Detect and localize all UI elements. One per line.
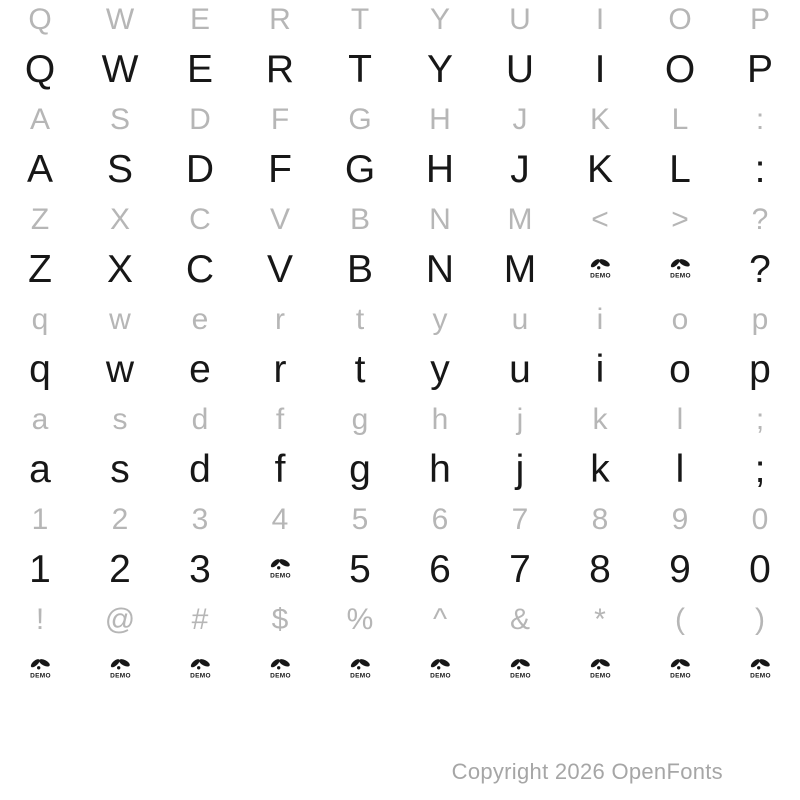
glyph-cell: C xyxy=(185,248,215,291)
glyph-cell: o xyxy=(671,303,689,336)
svg-text:DEMO: DEMO xyxy=(749,672,771,680)
glyph-cell: k xyxy=(590,448,610,491)
glyph-cell: k xyxy=(592,403,608,436)
glyph-cell: ( xyxy=(675,603,685,636)
glyph-cell: 0 xyxy=(751,503,769,536)
glyph-row-4 xyxy=(0,145,800,195)
svg-text:DEMO: DEMO xyxy=(669,272,691,280)
glyph-cell: g xyxy=(349,448,371,491)
glyph-cell: ; xyxy=(755,403,765,436)
glyph-cell: ) xyxy=(755,603,765,636)
glyph-cell: A xyxy=(29,103,50,136)
demo-fleuron-icon xyxy=(267,556,294,580)
glyph-cell: s xyxy=(110,448,130,491)
demo-marker xyxy=(27,656,54,680)
glyph-cell: Q xyxy=(28,3,52,36)
glyph-cell: L xyxy=(671,103,689,136)
demo-glyph-cell xyxy=(160,645,240,695)
demo-fleuron-icon xyxy=(747,656,774,680)
glyph-cell: B xyxy=(346,248,373,291)
demo-marker xyxy=(427,656,454,680)
glyph-cell: E xyxy=(189,3,210,36)
glyph-cell: C xyxy=(189,203,211,236)
glyph-cell: P xyxy=(749,3,770,36)
glyph-cell: l xyxy=(675,448,685,491)
glyph-cell: 1 xyxy=(31,503,49,536)
glyph-cell: ? xyxy=(751,203,769,236)
glyph-cell: u xyxy=(511,303,529,336)
demo-glyph-cell xyxy=(560,645,640,695)
glyph-row-2 xyxy=(0,45,800,95)
glyph-cell: N xyxy=(425,248,455,291)
glyph-cell: u xyxy=(509,348,531,391)
glyph-cell: G xyxy=(344,148,376,191)
glyph-row-8 xyxy=(0,345,800,395)
demo-fleuron-icon xyxy=(107,656,134,680)
glyph-cell: r xyxy=(273,348,287,391)
glyph-cell: q xyxy=(31,303,49,336)
glyph-cell: g xyxy=(351,403,369,436)
glyph-cell: 5 xyxy=(351,503,369,536)
glyph-cell: : xyxy=(754,148,766,191)
glyph-cell: 7 xyxy=(511,503,529,536)
glyph-cell: G xyxy=(348,103,372,136)
demo-glyph-cell xyxy=(560,245,640,295)
demo-glyph-cell xyxy=(320,645,400,695)
copyright-text: Copyright 2026 OpenFonts xyxy=(451,759,723,784)
glyph-cell: : xyxy=(755,103,765,136)
glyph-cell: I xyxy=(595,3,605,36)
glyph-cell: i xyxy=(596,303,604,336)
glyph-cell: < xyxy=(591,203,609,236)
glyph-cell: 2 xyxy=(111,503,129,536)
glyph-cell: y xyxy=(432,303,448,336)
glyph-cell: X xyxy=(106,248,133,291)
glyph-cell: # xyxy=(191,603,209,636)
glyph-cell: o xyxy=(669,348,691,391)
glyph-cell: R xyxy=(269,3,291,36)
demo-glyph-cell xyxy=(720,645,800,695)
glyph-cell: & xyxy=(509,603,530,636)
demo-marker xyxy=(267,656,294,680)
svg-text:DEMO: DEMO xyxy=(509,672,531,680)
glyph-cell: 7 xyxy=(509,548,531,591)
glyph-cell: O xyxy=(664,48,696,91)
glyph-cell: F xyxy=(270,103,290,136)
glyph-cell: 8 xyxy=(589,548,611,591)
glyph-cell: ^ xyxy=(432,603,448,636)
glyph-cell: 6 xyxy=(431,503,449,536)
glyph-cell: e xyxy=(191,303,209,336)
demo-marker xyxy=(347,656,374,680)
glyph-cell: 5 xyxy=(349,548,371,591)
glyph-cell: 9 xyxy=(669,548,691,591)
glyph-cell: E xyxy=(186,48,213,91)
glyph-cell: 3 xyxy=(189,548,211,591)
demo-marker xyxy=(587,256,614,280)
glyph-cell: l xyxy=(676,403,684,436)
glyph-cell: W xyxy=(105,3,135,36)
glyph-cell: 6 xyxy=(429,548,451,591)
svg-text:DEMO: DEMO xyxy=(269,672,291,680)
demo-marker xyxy=(587,656,614,680)
glyph-cell: Y xyxy=(426,48,453,91)
svg-text:DEMO: DEMO xyxy=(429,672,451,680)
svg-text:DEMO: DEMO xyxy=(349,672,371,680)
glyph-cell: 4 xyxy=(271,503,289,536)
glyph-cell: w xyxy=(109,303,131,336)
glyph-cell: f xyxy=(274,448,286,491)
glyph-cell: h xyxy=(429,448,451,491)
demo-glyph-cell xyxy=(640,245,720,295)
demo-glyph-cell xyxy=(400,645,480,695)
glyph-cell: Z xyxy=(28,248,52,291)
svg-text:DEMO: DEMO xyxy=(269,572,291,580)
glyph-cell: J xyxy=(512,103,528,136)
glyph-cell: @ xyxy=(104,603,136,636)
demo-fleuron-icon xyxy=(587,656,614,680)
glyph-cell: J xyxy=(510,148,530,191)
glyph-row-13 xyxy=(0,595,800,645)
demo-fleuron-icon xyxy=(267,656,294,680)
demo-fleuron-icon xyxy=(347,656,374,680)
glyph-cell: U xyxy=(509,3,531,36)
demo-marker xyxy=(187,656,214,680)
glyph-cell: 9 xyxy=(671,503,689,536)
glyph-cell: p xyxy=(749,348,771,391)
demo-glyph-cell xyxy=(0,645,80,695)
demo-glyph-cell xyxy=(640,645,720,695)
glyph-cell: F xyxy=(268,148,292,191)
glyph-cell: Z xyxy=(30,203,50,236)
glyph-cell: H xyxy=(425,148,455,191)
glyph-cell: 8 xyxy=(591,503,609,536)
glyph-cell: e xyxy=(189,348,211,391)
glyph-row-11 xyxy=(0,495,800,545)
demo-fleuron-icon xyxy=(507,656,534,680)
glyph-cell: P xyxy=(746,48,773,91)
glyph-cell: a xyxy=(29,448,51,491)
glyph-cell: D xyxy=(189,103,211,136)
svg-text:DEMO: DEMO xyxy=(189,672,211,680)
glyph-cell: 1 xyxy=(29,548,51,591)
demo-marker xyxy=(107,656,134,680)
glyph-row-10 xyxy=(0,445,800,495)
glyph-cell: ; xyxy=(754,448,766,491)
glyph-cell: t xyxy=(354,348,366,391)
glyph-cell: I xyxy=(594,48,606,91)
glyph-cell: 2 xyxy=(109,548,131,591)
glyph-cell: h xyxy=(431,403,449,436)
demo-glyph-cell xyxy=(80,645,160,695)
demo-glyph-cell xyxy=(480,645,560,695)
glyph-cell: d xyxy=(189,448,211,491)
glyph-row-3 xyxy=(0,95,800,145)
demo-fleuron-icon xyxy=(667,656,694,680)
svg-text:DEMO: DEMO xyxy=(109,672,131,680)
glyph-cell: V xyxy=(269,203,290,236)
glyph-cell: % xyxy=(346,603,374,636)
glyph-cell: p xyxy=(751,303,769,336)
demo-glyph-cell xyxy=(240,545,320,595)
glyph-row-6 xyxy=(0,245,800,295)
demo-fleuron-icon xyxy=(427,656,454,680)
glyph-cell: T xyxy=(350,3,370,36)
glyph-cell: > xyxy=(671,203,689,236)
glyph-cell: d xyxy=(191,403,209,436)
glyph-row-1 xyxy=(0,0,800,45)
glyph-cell: B xyxy=(349,203,370,236)
demo-fleuron-icon xyxy=(27,656,54,680)
glyph-cell: A xyxy=(26,148,53,191)
glyph-cell: Q xyxy=(24,48,56,91)
glyph-cell: 0 xyxy=(749,548,771,591)
glyph-row-14 xyxy=(0,645,800,695)
glyph-cell: D xyxy=(185,148,215,191)
glyph-row-7 xyxy=(0,295,800,345)
glyph-cell: f xyxy=(275,403,285,436)
glyph-cell: W xyxy=(101,48,139,91)
svg-text:DEMO: DEMO xyxy=(589,272,611,280)
glyph-cell: t xyxy=(355,303,365,336)
glyph-cell: r xyxy=(275,303,285,336)
glyph-cell: S xyxy=(106,148,133,191)
demo-fleuron-icon xyxy=(587,256,614,280)
glyph-cell: H xyxy=(429,103,451,136)
glyph-cell: O xyxy=(668,3,692,36)
glyph-cell: a xyxy=(31,403,49,436)
svg-text:DEMO: DEMO xyxy=(669,672,691,680)
glyph-cell: * xyxy=(594,603,606,636)
svg-text:DEMO: DEMO xyxy=(29,672,51,680)
glyph-cell: V xyxy=(266,248,293,291)
glyph-cell: y xyxy=(430,348,450,391)
glyph-cell: X xyxy=(109,203,130,236)
glyph-cell: j xyxy=(516,403,524,436)
demo-marker xyxy=(747,656,774,680)
glyph-cell: U xyxy=(505,48,535,91)
glyph-cell: w xyxy=(105,348,135,391)
glyph-cell: s xyxy=(112,403,128,436)
glyph-cell: $ xyxy=(271,603,289,636)
demo-marker xyxy=(507,656,534,680)
glyph-cell: ? xyxy=(749,248,771,291)
glyph-cell: M xyxy=(507,203,533,236)
demo-glyph-cell xyxy=(240,645,320,695)
glyph-cell: R xyxy=(265,48,295,91)
demo-fleuron-icon xyxy=(187,656,214,680)
glyph-cell: K xyxy=(589,103,610,136)
glyph-cell: Y xyxy=(429,3,450,36)
glyph-cell: K xyxy=(586,148,613,191)
glyph-cell: q xyxy=(29,348,51,391)
glyph-cell: i xyxy=(595,348,605,391)
glyph-cell: 3 xyxy=(191,503,209,536)
demo-marker xyxy=(667,656,694,680)
glyph-cell: L xyxy=(669,148,691,191)
demo-marker xyxy=(267,556,294,580)
svg-text:DEMO: DEMO xyxy=(589,672,611,680)
glyph-row-9 xyxy=(0,395,800,445)
demo-fleuron-icon xyxy=(667,256,694,280)
glyph-cell: ! xyxy=(35,603,45,636)
glyph-cell: j xyxy=(515,448,525,491)
glyph-cell: N xyxy=(429,203,451,236)
glyph-cell: M xyxy=(503,248,537,291)
glyph-cell: S xyxy=(109,103,130,136)
glyph-row-12 xyxy=(0,545,800,595)
glyph-row-5 xyxy=(0,195,800,245)
glyph-cell: T xyxy=(348,48,372,91)
demo-marker xyxy=(667,256,694,280)
